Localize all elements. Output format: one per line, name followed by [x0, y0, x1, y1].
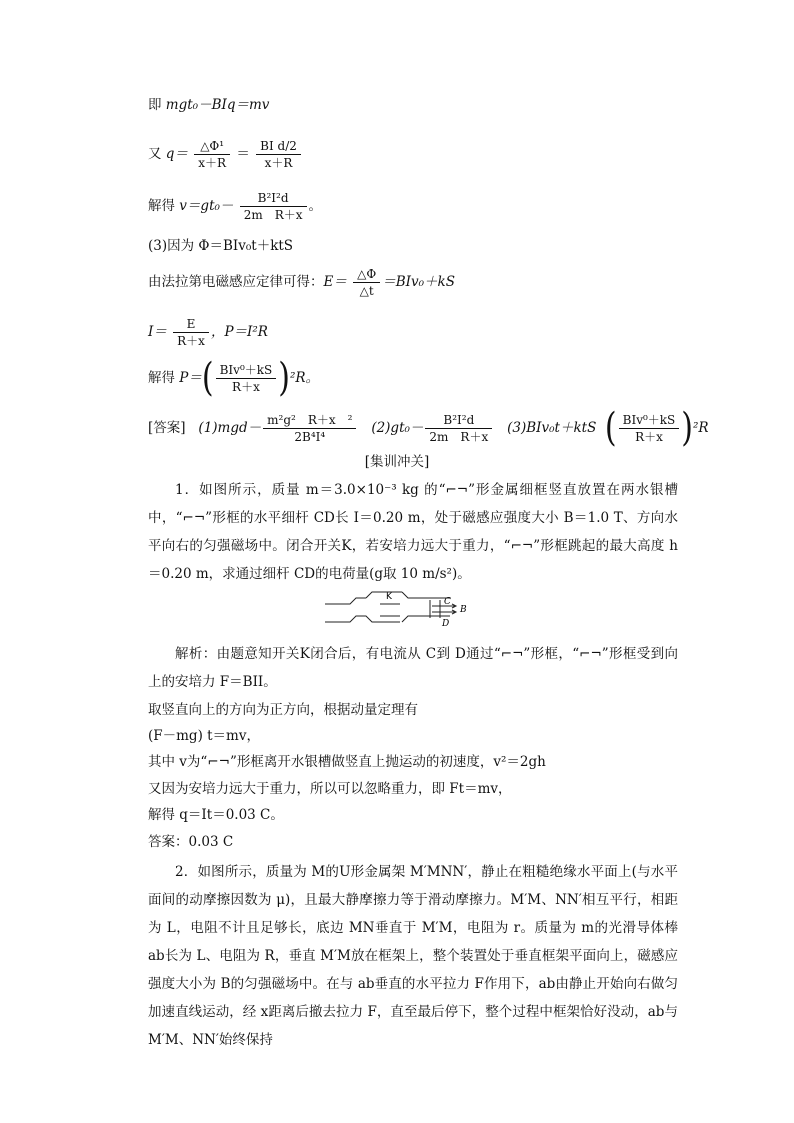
label-d: D	[442, 619, 450, 629]
answer-line: [答案] (1)mgd－ $\frac{\text{m²g² R＋x ²}}{\text{2B⁴I⁴}}$ (2)gt₀－ $\frac{\text{B²I²d}}{\text{2m R＋x}}$ (3)BIv₀t＋ktS ( $\frac{\text{BIv⁰＋kS}}{R+x}$ )²R	[148, 405, 709, 451]
fraction: $\frac{\triangle\Phi}{\triangle t}$	[353, 266, 380, 299]
fraction: $\frac{\text{△Φ¹}}{x+R}$	[194, 138, 230, 171]
fraction: $\frac{\text{B²I²d}}{\text{2m R＋x}}$	[240, 190, 307, 223]
fraction: $\frac{\text{BIv⁰＋kS}}{R+x}$	[619, 412, 680, 445]
answer-label: [答案]	[148, 420, 186, 436]
label-b: B	[460, 605, 467, 615]
eq-prefix: 又	[148, 146, 166, 162]
solution-1-p6: 解得 q＝It＝0.03 C。	[148, 807, 284, 823]
eq-line-3: 解得 v＝gt₀－ $\frac{\text{B²I²d}}{\text{2m R＋x}}$ 。	[148, 191, 323, 222]
eq-line-2: 又 q＝ $\frac{\text{△Φ¹}}{x+R}$ ＝ $\frac{\text{BI d/2}}{x+R}$	[148, 138, 303, 171]
fraction: $\frac{\text{B²I²d}}{\text{2m R＋x}}$	[425, 412, 492, 445]
eq-line-7: 解得 P＝( $\frac{\text{BIv⁰＋kS}}{R+x}$ )²R。	[148, 355, 320, 401]
circuit-diagram	[320, 588, 480, 636]
eq-prefix: 即	[148, 97, 166, 113]
answer-1: 答案：0.03 C	[148, 834, 234, 850]
eq-line-4: (3)因为 Φ＝BIv₀t＋ktS	[148, 238, 294, 254]
eq-line-1	[148, 95, 269, 115]
solution-1-p4: 其中 v为“⌐¬”形框离开水银槽做竖直上抛运动的初速度，v²＝2gh	[148, 754, 546, 770]
circuit-figure	[320, 588, 480, 640]
fraction: $\frac{\text{BI d/2}}{x+R}$	[256, 138, 301, 171]
solution-1-p1: 解析：由题意知开关K闭合后，有电流从 C到 D通过“⌐¬”形框，“⌐¬”形框受到向上的安培力 F＝BII。	[148, 646, 678, 690]
eq-line-6: I＝ $\frac{E}{R+x}$ ，P＝I²R	[148, 317, 268, 348]
eq-expr: mgt₀－BIq＝mv	[165, 97, 270, 113]
question-1: 1．如图所示，质量 m＝3.0×10⁻³ kg 的“⌐¬”形金属细框竖直放置在两水银槽中，“⌐¬”形框的水平细杆 CD长 I＝0.20 m，处于磁感应强度大小 B＝1.0 T、方向水平向右的匀强磁场中。闭合开关K，若安培力远大于重力，“⌐¬”形框跳起的最大高度 h＝0.20 m，求通过细杆 CD的电荷量(g取 10 m/s²)。	[148, 482, 678, 582]
fraction: $\frac{\text{BIv⁰＋kS}}{R+x}$	[216, 362, 277, 395]
eq-lhs: q＝	[165, 146, 188, 162]
fraction: $\frac{E}{R+x}$	[173, 316, 209, 349]
fraction: $\frac{\text{m²g² R＋x ²}}{\text{2B⁴I⁴}}$	[263, 412, 356, 445]
solution-1-p3: (F－mg) t＝mv，	[148, 728, 260, 744]
label-k: K	[386, 592, 392, 602]
question-2: 2．如图所示，质量为 M的U形金属架 M′MNN′，静止在粗糙绝缘水平面上(与水平面间的动摩擦因数为 μ)，且最大静摩擦力等于滑动摩擦力。M′M、NN′相互平行，相距为 L，电阻不计且足够长，底边 MN垂直于 M′M，电阻为 r。质量为 m的光滑导体棒 ab长为 L、电阻为 R，垂直 M′M放在框架上，整个装置处于垂直框架平面向上，磁感应强度大小为 B的匀强磁场中。在与 ab垂直的水平拉力 F作用下，ab由静止开始向右做匀加速直线运动，经 x距离后撤去拉力 F，直至最后停下，整个过程中框架恰好没动，ab与 M′M、NN′始终保持	[148, 864, 678, 1048]
label-c: C	[444, 597, 451, 607]
section-title: [集训冲关]	[364, 454, 430, 470]
solution-1-p5: 又因为安培力远大于重力，所以可以忽略重力，即 Ft＝mv，	[148, 781, 512, 797]
solution-1-p2: 取竖直向上的方向为正方向，根据动量定理有	[148, 702, 418, 718]
eq-line-5: 由法拉第电磁感应定律可得：E＝ $\frac{\triangle\Phi}{\triangle t}$ ＝BIv₀＋kS	[148, 267, 455, 298]
